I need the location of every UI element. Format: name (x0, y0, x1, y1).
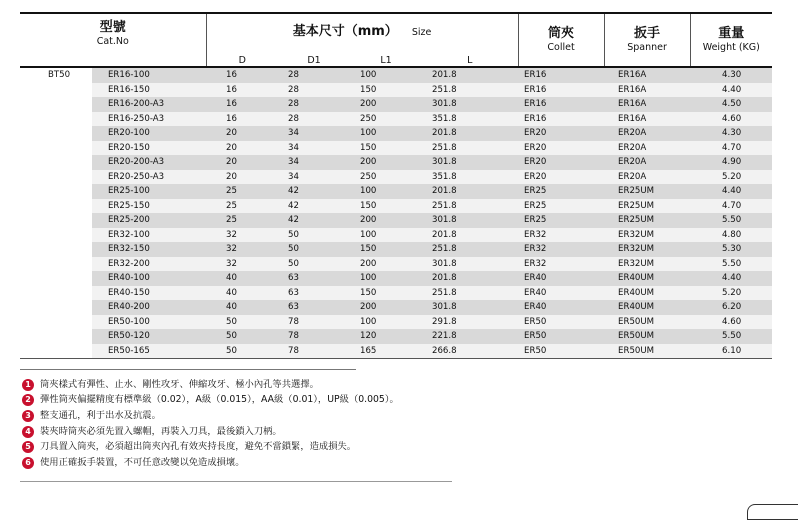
weight-cell: 5.30 (690, 242, 772, 257)
collet-cell: ER25 (518, 213, 604, 228)
weight-cell: 4.40 (690, 83, 772, 98)
collet-cell: ER50 (518, 315, 604, 330)
d-cell: 50 (206, 344, 278, 359)
d1-cell: 34 (278, 155, 350, 170)
note-text: 彈性筒夾偏擺精度有標準級（0.02），A級（0.015），AA級（0.01），UP級（0.005）。 (40, 394, 399, 406)
weight-cell: 4.50 (690, 97, 772, 112)
series-spacer (20, 242, 92, 257)
l-cell: 201.8 (422, 228, 518, 243)
cat-no-cell: ER40-200 (92, 300, 206, 315)
series-spacer (20, 112, 92, 127)
table-row (20, 155, 772, 170)
l-cell: 301.8 (422, 300, 518, 315)
table-row (20, 67, 772, 83)
table-row (20, 83, 772, 98)
weight-cell: 6.20 (690, 300, 772, 315)
collet-cell: ER50 (518, 344, 604, 359)
series-spacer (20, 271, 92, 286)
d1-cell: 63 (278, 286, 350, 301)
l-cell: 301.8 (422, 155, 518, 170)
l1-cell: 165 (350, 344, 422, 359)
note-text: 筒夾樣式有彈性、止水、剛性攻牙、伸縮攻牙、極小內孔等共選擇。 (40, 378, 319, 390)
table-row (20, 141, 772, 156)
note-item (22, 455, 399, 471)
spanner-cell: ER50UM (604, 315, 690, 330)
d1-cell: 28 (278, 112, 350, 127)
cat-no-cell: ER25-200 (92, 213, 206, 228)
d1-cell: 78 (278, 344, 350, 359)
collet-cell: ER20 (518, 155, 604, 170)
series-label: BT50 (20, 67, 92, 83)
series-spacer (20, 199, 92, 214)
weight-cell: 5.50 (690, 257, 772, 272)
l1-cell: 120 (350, 329, 422, 344)
d1-cell: 78 (278, 315, 350, 330)
l-cell: 201.8 (422, 67, 518, 83)
spanner-cell: ER25UM (604, 184, 690, 199)
weight-cell: 4.90 (690, 155, 772, 170)
note-text: 裝夾時筒夾必須先置入螺帽，再裝入刀具，最後鎖入刀柄。 (40, 425, 282, 437)
spec-table-body (20, 67, 772, 359)
cat-no-cell: ER16-250-A3 (92, 112, 206, 127)
d-cell: 16 (206, 83, 278, 98)
l1-cell: 100 (350, 315, 422, 330)
spanner-cell: ER32UM (604, 257, 690, 272)
series-spacer (20, 155, 92, 170)
weight-cell: 4.60 (690, 112, 772, 127)
weight-cell: 4.30 (690, 126, 772, 141)
d-cell: 20 (206, 155, 278, 170)
d-cell: 16 (206, 67, 278, 83)
l1-cell: 100 (350, 271, 422, 286)
l1-cell: 200 (350, 213, 422, 228)
spanner-cell: ER50UM (604, 329, 690, 344)
note-item (22, 408, 399, 424)
spanner-cell: ER50UM (604, 344, 690, 359)
l1-cell: 150 (350, 286, 422, 301)
note-number-badge: 5 (22, 441, 34, 453)
l1-cell: 100 (350, 184, 422, 199)
weight-cell: 4.40 (690, 271, 772, 286)
cat-no-cell: ER16-200-A3 (92, 97, 206, 112)
d1-cell: 78 (278, 329, 350, 344)
d-cell: 25 (206, 184, 278, 199)
series-spacer (20, 126, 92, 141)
weight-cell: 4.80 (690, 228, 772, 243)
series-spacer (20, 97, 92, 112)
d-cell: 40 (206, 271, 278, 286)
spanner-cell: ER40UM (604, 286, 690, 301)
collet-cell: ER16 (518, 83, 604, 98)
l-col-header: L (422, 48, 518, 67)
l-cell: 251.8 (422, 141, 518, 156)
weight-cell: 5.20 (690, 286, 772, 301)
notes-top-divider (20, 369, 356, 370)
series-spacer (20, 286, 92, 301)
cat-no-cell: ER50-165 (92, 344, 206, 359)
table-row (20, 170, 772, 185)
spanner-cell: ER16A (604, 83, 690, 98)
series-spacer (20, 315, 92, 330)
spanner-header (604, 13, 690, 67)
weight-cell: 4.30 (690, 67, 772, 83)
l-cell: 301.8 (422, 213, 518, 228)
note-item (22, 393, 399, 409)
l1-col-header: L1 (350, 48, 422, 67)
collet-header-en: Collet (547, 42, 575, 53)
l-cell: 201.8 (422, 184, 518, 199)
cat-no-cell: ER25-150 (92, 199, 206, 214)
l1-cell: 200 (350, 257, 422, 272)
table-row (20, 344, 772, 359)
cat-no-cell: ER20-250-A3 (92, 170, 206, 185)
table-row (20, 271, 772, 286)
series-spacer (20, 213, 92, 228)
d-cell: 16 (206, 112, 278, 127)
d1-col-header: D1 (278, 48, 350, 67)
d1-cell: 42 (278, 184, 350, 199)
d1-cell: 34 (278, 170, 350, 185)
page-edge-tab (747, 504, 798, 520)
collet-cell: ER32 (518, 242, 604, 257)
spanner-cell: ER32UM (604, 228, 690, 243)
spanner-cell: ER40UM (604, 300, 690, 315)
d-cell: 20 (206, 141, 278, 156)
notes-list (22, 377, 399, 471)
d-cell: 25 (206, 199, 278, 214)
collet-cell: ER32 (518, 257, 604, 272)
weight-cell: 5.50 (690, 329, 772, 344)
note-item (22, 377, 399, 393)
d-cell: 16 (206, 97, 278, 112)
weight-header-zh: 重量 (718, 26, 745, 41)
collet-cell: ER25 (518, 199, 604, 214)
collet-cell: ER20 (518, 170, 604, 185)
l1-cell: 150 (350, 242, 422, 257)
l1-cell: 100 (350, 228, 422, 243)
table-row (20, 315, 772, 330)
l1-cell: 100 (350, 67, 422, 83)
series-spacer (20, 228, 92, 243)
l-cell: 221.8 (422, 329, 518, 344)
note-number-badge: 1 (22, 379, 34, 391)
l-cell: 266.8 (422, 344, 518, 359)
weight-cell: 4.40 (690, 184, 772, 199)
cat-no-cell: ER50-120 (92, 329, 206, 344)
l-cell: 351.8 (422, 112, 518, 127)
notes-bottom-divider (20, 481, 452, 482)
note-text: 使用正確扳手裝置，不可任意改變以免造成損壞。 (40, 456, 245, 468)
collet-cell: ER40 (518, 271, 604, 286)
series-spacer (20, 300, 92, 315)
series-spacer (20, 141, 92, 156)
d-cell: 32 (206, 228, 278, 243)
spanner-header-en: Spanner (627, 42, 667, 53)
note-number-badge: 4 (22, 426, 34, 438)
weight-cell: 5.50 (690, 213, 772, 228)
l1-cell: 150 (350, 83, 422, 98)
l-cell: 201.8 (422, 126, 518, 141)
spanner-cell: ER16A (604, 97, 690, 112)
l-cell: 301.8 (422, 97, 518, 112)
weight-cell: 4.60 (690, 315, 772, 330)
collet-cell: ER40 (518, 300, 604, 315)
note-number-badge: 2 (22, 394, 34, 406)
series-spacer (20, 83, 92, 98)
note-text: 刀具置入筒夾，必須超出筒夾內孔有效夾持長度，避免不當鎖緊，造成損失。 (40, 441, 357, 453)
collet-cell: ER16 (518, 67, 604, 83)
cat-header-en: Cat.No (96, 36, 129, 47)
weight-cell: 5.20 (690, 170, 772, 185)
series-spacer (20, 329, 92, 344)
collet-cell: ER20 (518, 126, 604, 141)
table-row (20, 184, 772, 199)
cat-no-cell: ER20-100 (92, 126, 206, 141)
note-item (22, 439, 399, 455)
d1-cell: 63 (278, 271, 350, 286)
cat-no-cell: ER16-150 (92, 83, 206, 98)
cat-no-cell: ER16-100 (92, 67, 206, 83)
cat-no-cell: ER50-100 (92, 315, 206, 330)
cat-no-cell: ER32-150 (92, 242, 206, 257)
l-cell: 251.8 (422, 242, 518, 257)
cat-no-cell: ER20-150 (92, 141, 206, 156)
spanner-cell: ER20A (604, 141, 690, 156)
cat-header-zh: 型號 (99, 20, 126, 35)
table-row (20, 300, 772, 315)
l-cell: 291.8 (422, 315, 518, 330)
d1-cell: 50 (278, 242, 350, 257)
spanner-cell: ER40UM (604, 271, 690, 286)
d1-cell: 28 (278, 83, 350, 98)
cat-no-cell: ER40-150 (92, 286, 206, 301)
table-row (20, 242, 772, 257)
note-item (22, 424, 399, 440)
d1-cell: 34 (278, 141, 350, 156)
series-spacer (20, 170, 92, 185)
l1-cell: 250 (350, 112, 422, 127)
d1-cell: 34 (278, 126, 350, 141)
d1-cell: 50 (278, 257, 350, 272)
table-row (20, 228, 772, 243)
d-cell: 25 (206, 213, 278, 228)
d1-cell: 42 (278, 199, 350, 214)
l-cell: 251.8 (422, 199, 518, 214)
d-cell: 32 (206, 242, 278, 257)
table-row (20, 112, 772, 127)
d1-cell: 63 (278, 300, 350, 315)
spanner-cell: ER20A (604, 170, 690, 185)
cat-no-cell: ER25-100 (92, 184, 206, 199)
collet-cell: ER25 (518, 184, 604, 199)
dims-header-en: Size (411, 27, 432, 38)
table-row (20, 97, 772, 112)
table-row (20, 329, 772, 344)
d1-cell: 28 (278, 67, 350, 83)
collet-cell: ER50 (518, 329, 604, 344)
l1-cell: 200 (350, 97, 422, 112)
collet-cell: ER20 (518, 141, 604, 156)
spanner-cell: ER32UM (604, 242, 690, 257)
l1-cell: 250 (350, 170, 422, 185)
d-cell: 32 (206, 257, 278, 272)
spanner-cell: ER16A (604, 112, 690, 127)
l-cell: 301.8 (422, 257, 518, 272)
note-text: 整支通孔，利于出水及抗震。 (40, 409, 161, 421)
note-number-badge: 6 (22, 457, 34, 469)
spanner-cell: ER16A (604, 67, 690, 83)
l1-cell: 100 (350, 126, 422, 141)
d1-cell: 50 (278, 228, 350, 243)
collet-cell: ER40 (518, 286, 604, 301)
l-cell: 251.8 (422, 286, 518, 301)
d-cell: 20 (206, 126, 278, 141)
table-row (20, 213, 772, 228)
l-cell: 201.8 (422, 271, 518, 286)
collet-cell: ER16 (518, 112, 604, 127)
cat-no-cell: ER40-100 (92, 271, 206, 286)
spanner-cell: ER20A (604, 126, 690, 141)
weight-header-en: Weight (KG) (702, 42, 760, 53)
l1-cell: 150 (350, 199, 422, 214)
weight-cell: 4.70 (690, 141, 772, 156)
spanner-cell: ER20A (604, 155, 690, 170)
l1-cell: 200 (350, 155, 422, 170)
table-row (20, 257, 772, 272)
l1-cell: 150 (350, 141, 422, 156)
d-cell: 20 (206, 170, 278, 185)
d-cell: 40 (206, 300, 278, 315)
weight-header (690, 13, 772, 67)
note-number-badge: 3 (22, 410, 34, 422)
dims-header (206, 13, 518, 48)
table-row (20, 286, 772, 301)
l-cell: 351.8 (422, 170, 518, 185)
d1-cell: 42 (278, 213, 350, 228)
spanner-cell: ER25UM (604, 213, 690, 228)
l-cell: 251.8 (422, 83, 518, 98)
cat-no-cell: ER20-200-A3 (92, 155, 206, 170)
d-cell: 40 (206, 286, 278, 301)
collet-cell: ER32 (518, 228, 604, 243)
d1-cell: 28 (278, 97, 350, 112)
d-cell: 50 (206, 315, 278, 330)
cat-header (20, 13, 206, 48)
spec-table (20, 12, 772, 359)
spanner-cell: ER25UM (604, 199, 690, 214)
series-spacer (20, 344, 92, 359)
l1-cell: 200 (350, 300, 422, 315)
d-cell: 50 (206, 329, 278, 344)
series-spacer (20, 184, 92, 199)
collet-cell: ER16 (518, 97, 604, 112)
cat-header-spacer (20, 48, 206, 67)
weight-cell: 6.10 (690, 344, 772, 359)
dims-header-zh: 基本尺寸（mm） (292, 24, 398, 39)
collet-header-zh: 筒夾 (548, 26, 575, 41)
cat-no-cell: ER32-100 (92, 228, 206, 243)
table-row (20, 199, 772, 214)
spanner-header-zh: 扳手 (634, 26, 661, 41)
table-row (20, 126, 772, 141)
weight-cell: 4.70 (690, 199, 772, 214)
cat-no-cell: ER32-200 (92, 257, 206, 272)
series-spacer (20, 257, 92, 272)
collet-header (518, 13, 604, 67)
d-col-header: D (206, 48, 278, 67)
